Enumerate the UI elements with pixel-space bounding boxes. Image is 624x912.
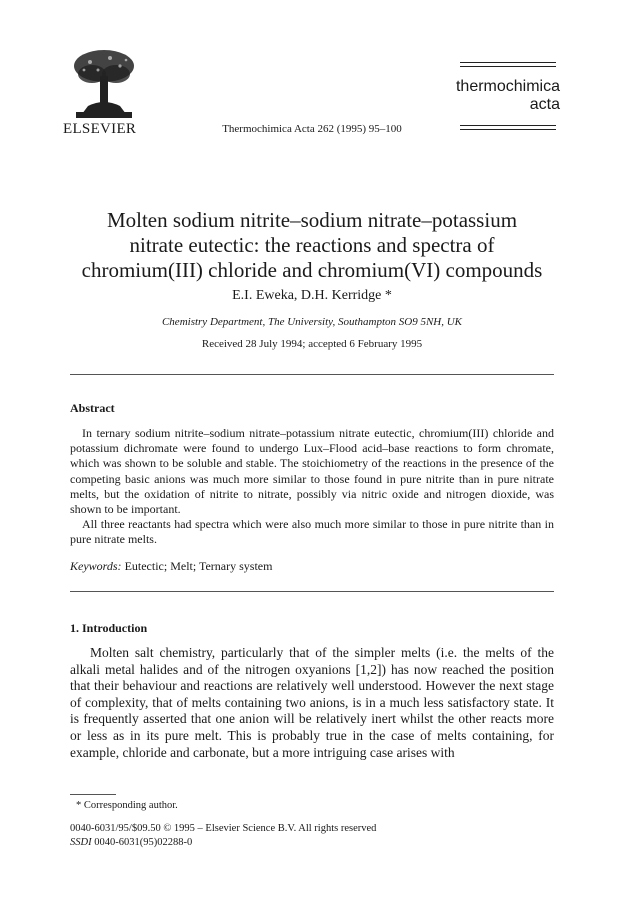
footnote: * Corresponding author. — [76, 800, 178, 811]
keywords — [70, 559, 272, 574]
ssdi-label: SSDI — [70, 837, 92, 848]
introduction-body — [70, 645, 554, 761]
publisher-name: ELSEVIER — [63, 121, 137, 137]
article-title — [40, 208, 584, 283]
divider — [70, 374, 554, 375]
ssdi-line — [70, 837, 192, 848]
divider — [70, 591, 554, 592]
journal-rule — [460, 66, 556, 67]
abstract-paragraph: In ternary sodium nitrite–sodium nitrate–potassium nitrate eutectic, chromium(III) chloride and potassium dichromate were found to undergo Lux–Flood acid–base reactions to form chromate, which was shown to be soluble and stable. The stoichiometry of the reactions in the presence of the competing basic anions was much more similar to those found in pure nitrite than in pure nitrate melts, but the oxidation of nitrite to nitrate, possibly via nitric oxide and nitrogen dioxide, was shown to be important. — [70, 426, 554, 517]
journal-name-line: acta — [529, 96, 560, 113]
journal-rule — [460, 125, 556, 126]
journal-reference: Thermochimica Acta 262 (1995) 95–100 — [222, 123, 402, 135]
footnote-rule — [70, 794, 116, 795]
title-line: chromium(III) chloride and chromium(VI) compounds — [81, 258, 543, 282]
journal-rule — [460, 129, 556, 130]
ssdi-value: 0040-6031(95)02288-0 — [94, 837, 193, 848]
journal-name — [456, 78, 560, 114]
body-paragraph: Molten salt chemistry, particularly that of the simpler melts (i.e. the melts of the alkali metal halides and of the nitrogen oxyanions [1,2]) has now reached the position that their behaviour and reactions are relatively well understood. However the next stage of complexity, that of melts containing two anions, is in a much less satisfactory state. It is frequently asserted that one anion will be relatively inert whilst the other reacts more or less as in its pure melt. This is probably true in the case of melts containing, for example, chloride and carbonate, but a more intriguing case arises with — [70, 645, 554, 760]
title-line: Molten sodium nitrite–sodium nitrate–potassium — [106, 208, 518, 232]
journal-rule — [460, 62, 556, 63]
elsevier-tree-logo-icon — [70, 48, 138, 120]
abstract-body — [70, 426, 554, 548]
abstract-heading: Abstract — [70, 401, 115, 415]
affiliation: Chemistry Department, The University, Southampton SO9 5NH, UK — [161, 316, 463, 328]
journal-name-line: thermochimica — [455, 78, 560, 95]
received-dates: Received 28 July 1994; accepted 6 February 1995 — [201, 338, 423, 350]
section-heading: 1. Introduction — [70, 621, 148, 635]
authors: E.I. Eweka, D.H. Kerridge * — [232, 288, 392, 303]
abstract-paragraph: All three reactants had spectra which were also much more similar to those in pure nitrite than in pure nitrate melts. — [70, 517, 554, 547]
keywords-label: Keywords: — [70, 559, 122, 573]
copyright-line: 0040-6031/95/$09.50 © 1995 – Elsevier Science B.V. All rights reserved — [70, 823, 377, 834]
title-line: nitrate eutectic: the reactions and spectra of — [129, 233, 495, 257]
keywords-text: Eutectic; Melt; Ternary system — [124, 559, 273, 573]
